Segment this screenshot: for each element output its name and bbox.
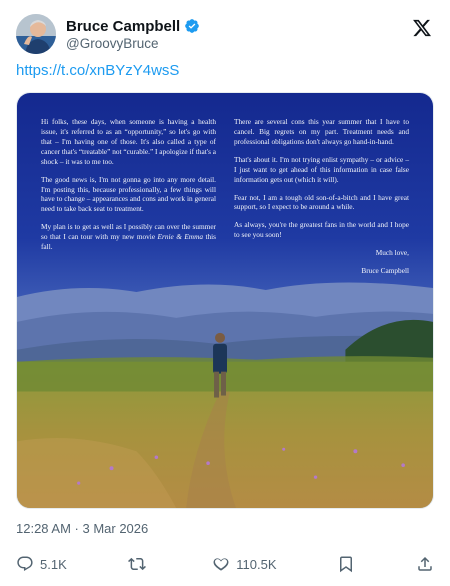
letter-paragraph: The good news is, I'm not gonna go into any more detail. I'm posting this, because professionally, a few things will have to change – appearances and cons and work in general need to take back seat to treatment. (41, 174, 216, 214)
share-button[interactable] (416, 555, 434, 573)
letter-signature: Bruce Campbell (361, 266, 409, 276)
like-icon (212, 555, 230, 573)
x-logo-icon[interactable] (412, 18, 432, 38)
like-count: 110.5K (236, 556, 277, 572)
share-icon (416, 555, 434, 573)
letter-text (17, 93, 433, 342)
post-link[interactable]: https://t.co/xnBYzY4wsS (16, 62, 180, 79)
author-handle[interactable]: @GroovyBruce (66, 35, 159, 51)
action-bar (16, 554, 434, 574)
letter-paragraph: That's about it. I'm not trying enlist sympathy – or advice – I just want to get ahead of this information in case false information gets out (which it will). (234, 154, 409, 184)
letter-paragraph: My plan is to get as well as I possibly can over the summer so that I can tour with my new movie Ernie & Emma this fall. (41, 222, 217, 252)
letter-right-column (234, 117, 409, 342)
letter-paragraph: Hi folks, these days, when someone is having a health issue, it's referred to as an “opportunity,” so let's go with that – I'm having one of those. It's also called a type of cancer that's “treatable” not “curable.” I apologize if that's a shock – it was to me too. (41, 117, 216, 166)
repost-icon (128, 555, 146, 573)
bookmark-button[interactable] (337, 555, 355, 573)
post-image[interactable] (16, 92, 434, 509)
like-button[interactable] (212, 555, 276, 573)
repost-button[interactable] (128, 555, 152, 573)
avatar[interactable] (16, 14, 56, 54)
author-info (66, 18, 200, 51)
author-display-name[interactable]: Bruce Campbell (66, 17, 181, 35)
letter-left-column (41, 117, 216, 342)
post-timestamp[interactable]: 12:28 AM · 3 Mar 2026 (16, 521, 149, 536)
verified-badge-icon (184, 18, 200, 34)
letter-signoff: Much love, (375, 248, 409, 258)
letter-paragraph: Fear not, I am a tough old son-of-a-bitch and I have great support, so I expect to be around a while. (234, 192, 409, 212)
reply-button[interactable] (16, 555, 67, 573)
reply-icon (16, 555, 34, 573)
reply-count: 5.1K (40, 556, 67, 572)
post-header (16, 14, 434, 54)
letter-paragraph: As always, you're the greatest fans in the world and I hope to see you soon! (234, 220, 409, 240)
letter-paragraph: There are several cons this year summer that I have to cancel. Big regrets on my part. Treatment needs and professional obligations don't always go hand-in-hand. (234, 117, 409, 146)
movie-title: Ernie & Emma (157, 232, 203, 242)
bookmark-icon (337, 555, 355, 573)
